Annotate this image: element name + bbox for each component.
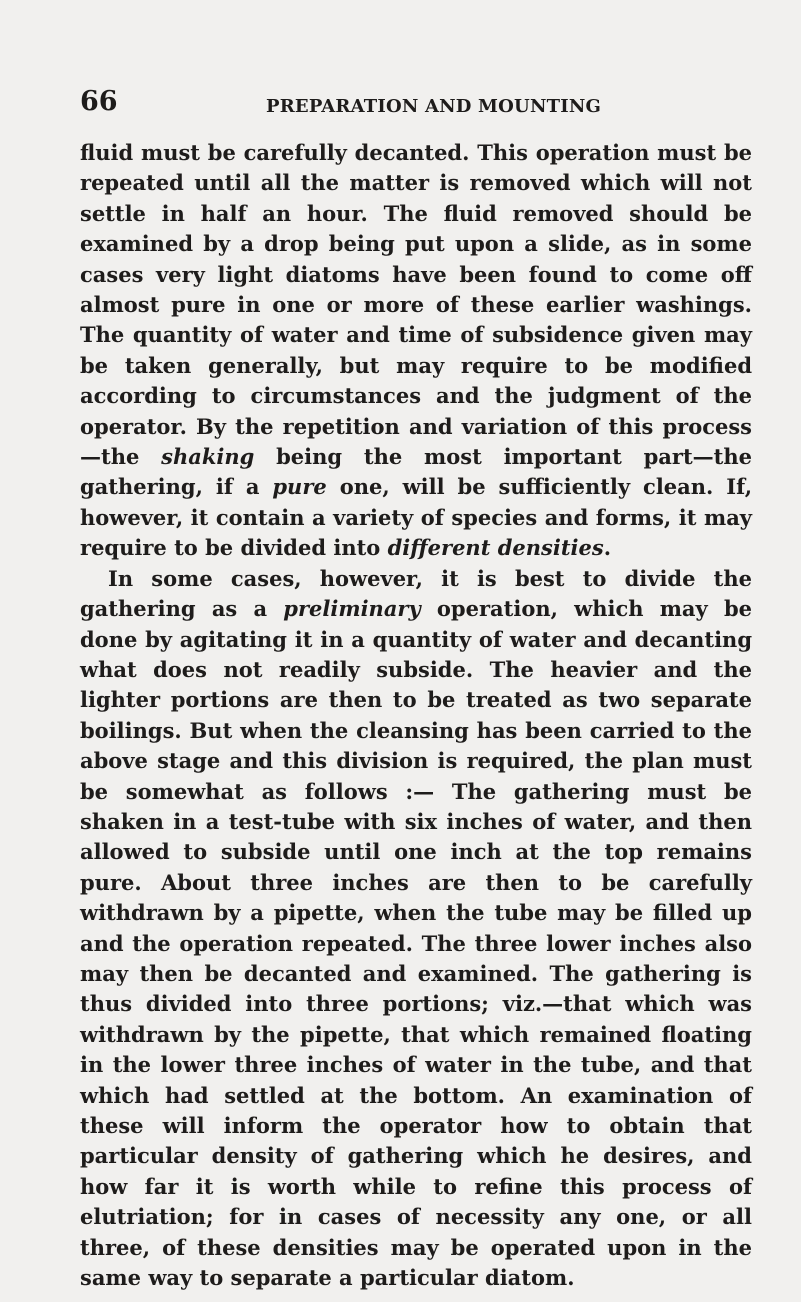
italic-shaking: shaking (161, 444, 255, 470)
body-text (80, 138, 752, 1293)
paragraph-1-part-a: fluid must be carefully decanted. This operation must be repeated until all the matter is removed which will not settle in half an hour. The fluid removed should be examined by a drop being put upon a slide, as in some cases very light diatoms have been found to come off almost pure in one or more of these earlier washings. The quantity of water and time of subsidence given may be taken generally, but may require to be modified according to circumstances and the judgment of the operator. By the repetition and variation of this process—the (80, 140, 752, 470)
italic-preliminary: preliminary (283, 596, 421, 622)
running-head: PREPARATION AND MOUNTING (266, 96, 602, 117)
paragraph-2-part-b: operation, which may be done by agitating it in a quantity of water and decanting what does not readily subside. The heavier and the lighter portions are then to be treated as two separate boilings. But when the cleansing has been carried to the above stage and this division is required, the plan must be somewhat as follows :— The gathering must be shaken in a test-tube with six inches of water, and then allowed to subside until one inch at the top remains pure. About three inches are then to be carefully withdrawn by a pipette, when the tube may be filled up and the operation repeated. The three lower inches also may then be decanted and examined. The gathering is thus divided into three portions; viz.—that which was withdrawn by the pipette, that which remained floating in the lower three inches of water in the tube, and that which had settled at the bottom. An examination of these will inform the operator how to obtain that particular density of gathering which he desires, and how far it is worth while to refine this process of elutriation; for in cases of necessity any one, or all three, of these densities may be operated upon in the same way to separate a particular diatom. (80, 596, 752, 1291)
italic-different-densities: different densities (387, 535, 604, 561)
paragraph-2-part-a: In some cases, however, it is best to divide the gathering as a (80, 565, 752, 622)
paragraph-1-part-b: being the most important part—the gathering, if a (80, 444, 752, 500)
italic-pure: pure (272, 474, 327, 500)
paragraph-1 (80, 138, 752, 564)
page-header (80, 82, 752, 122)
paragraph-1-part-c: one, will be sufficiently clean. If, however, it contain a variety of species and forms, it may require to be divided into (80, 474, 752, 561)
page-number: 66 (80, 86, 118, 117)
paragraph-2 (80, 564, 752, 1294)
paragraph-1-part-d: . (603, 535, 611, 561)
